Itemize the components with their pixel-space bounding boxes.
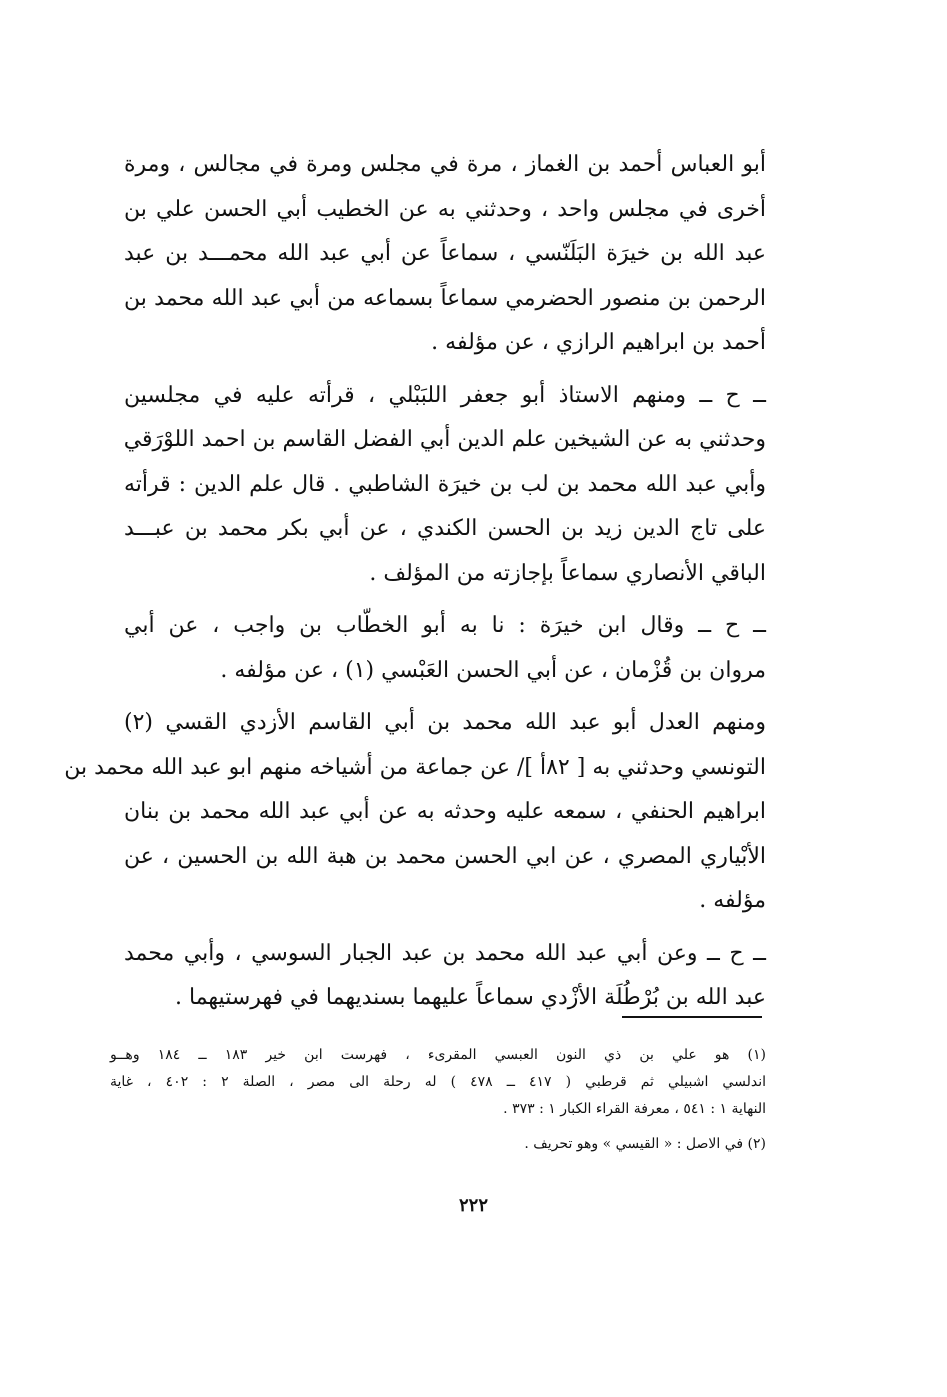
main-text	[64, 143, 767, 1021]
text-line: أحمد بن ابراهيم الرازي ، عن مؤلفه .	[431, 330, 766, 355]
page-number: ٢٢٢	[458, 1195, 488, 1216]
text-line: التونسي وحدثني به [ ٨٢أ ]/ عن جماعة من أشياخه منهم ابو عبد الله محمد بن	[64, 754, 766, 780]
text-line: وحدثني به عن الشيخين علم الدين أبي الفضل القاسم بن احمد اللوْرَقي	[123, 427, 766, 452]
text-line: ابراهيم الحنفي ، سمعه عليه وحدثه به عن أبي عبد الله محمد بن بنان	[124, 799, 766, 824]
footnote-line: النهاية ١ : ٥٤١ ، معرفة القراء الكبار ١ : ٣٧٣ .	[503, 1101, 766, 1117]
footnote-divider	[622, 1016, 762, 1018]
text-line: مروان بن قُزْمان ، عن أبي الحسن العَبْسي (١) ، عن مؤلفه .	[220, 657, 766, 683]
text-line: وأبي عبد الله محمد بن لب بن خيرَة الشاطبي . قال علم الدين : قرأته	[124, 471, 767, 497]
text-line: الرحمن بن منصور الحضرمي سماعاً بسماعه من أبي عبد الله محمد بن	[124, 285, 766, 311]
footnote	[110, 1042, 766, 1123]
paragraph	[64, 701, 766, 924]
text-line: ــ ح ــ ومنهم الاستاذ أبو جعفر اللبَبْلي ، قرأته عليه في مجلسين	[124, 382, 766, 408]
text-line: ومنهم العدل أبو عبد الله محمد بن أبي القاسم الأزدي القسي (٢)	[124, 710, 766, 735]
paragraph	[124, 604, 766, 693]
text-line: ــ ح ــ وقال ابن خيرَة : نا به أبو الخطّاب بن واجب ، عن أبي	[124, 613, 766, 638]
paragraph	[124, 143, 766, 366]
text-line: عبد الله بن خيرَة البَلَنّسي ، سماعاً عن أبي عبد الله محمـــد بن عبد	[124, 241, 766, 266]
text-line: ــ ح ــ وعن أبي عبد الله محمد بن عبد الجبار السوسي ، وأبي محمد	[124, 940, 766, 966]
paragraph	[124, 932, 766, 1021]
text-line: الباقي الأنصاري سماعاً بإجازته من المؤلف .	[369, 560, 766, 586]
text-line: الأبْياري المصري ، عن ابي الحسن محمد بن هبة الله بن الحسين ، عن	[124, 843, 766, 869]
text-line: أبو العباس أحمد بن الغماز ، مرة في مجلس ومرة في مجالس ، ومرة	[124, 152, 766, 177]
paragraph	[124, 374, 766, 597]
text-line: مؤلفه .	[699, 888, 766, 913]
text-line: أخرى في مجلس واحد ، وحدثني به عن الخطيب أبي الحسن علي بن	[124, 196, 766, 222]
footnote-line: اندلسي اشبيلي ثم قرطبي ( ٤١٧ ــ ٤٧٨ ) له رحلة الى مصر ، الصلة ٢ : ٤٠٢ ، غاية	[110, 1074, 766, 1090]
footnote-line: (٢) في الاصل : « القيسي » وهو تحريف .	[524, 1136, 766, 1152]
text-line: على تاج الدين زيد بن الحسن الكندي ، عن أبي بكر محمد بن عبـــد	[124, 516, 766, 541]
footnote-line: (١) هو علي بن ذي النون العبسي المقرىء ، فهرست ابن خير ١٨٣ ــ ١٨٤ وهــو	[110, 1047, 767, 1063]
footnote	[110, 1131, 766, 1158]
text-line: عبد الله بن بُرْطُلَة الأزْدي سماعاً عليهما بسنديهما في فهرستيهما .	[175, 985, 766, 1010]
footnotes	[110, 1042, 766, 1158]
